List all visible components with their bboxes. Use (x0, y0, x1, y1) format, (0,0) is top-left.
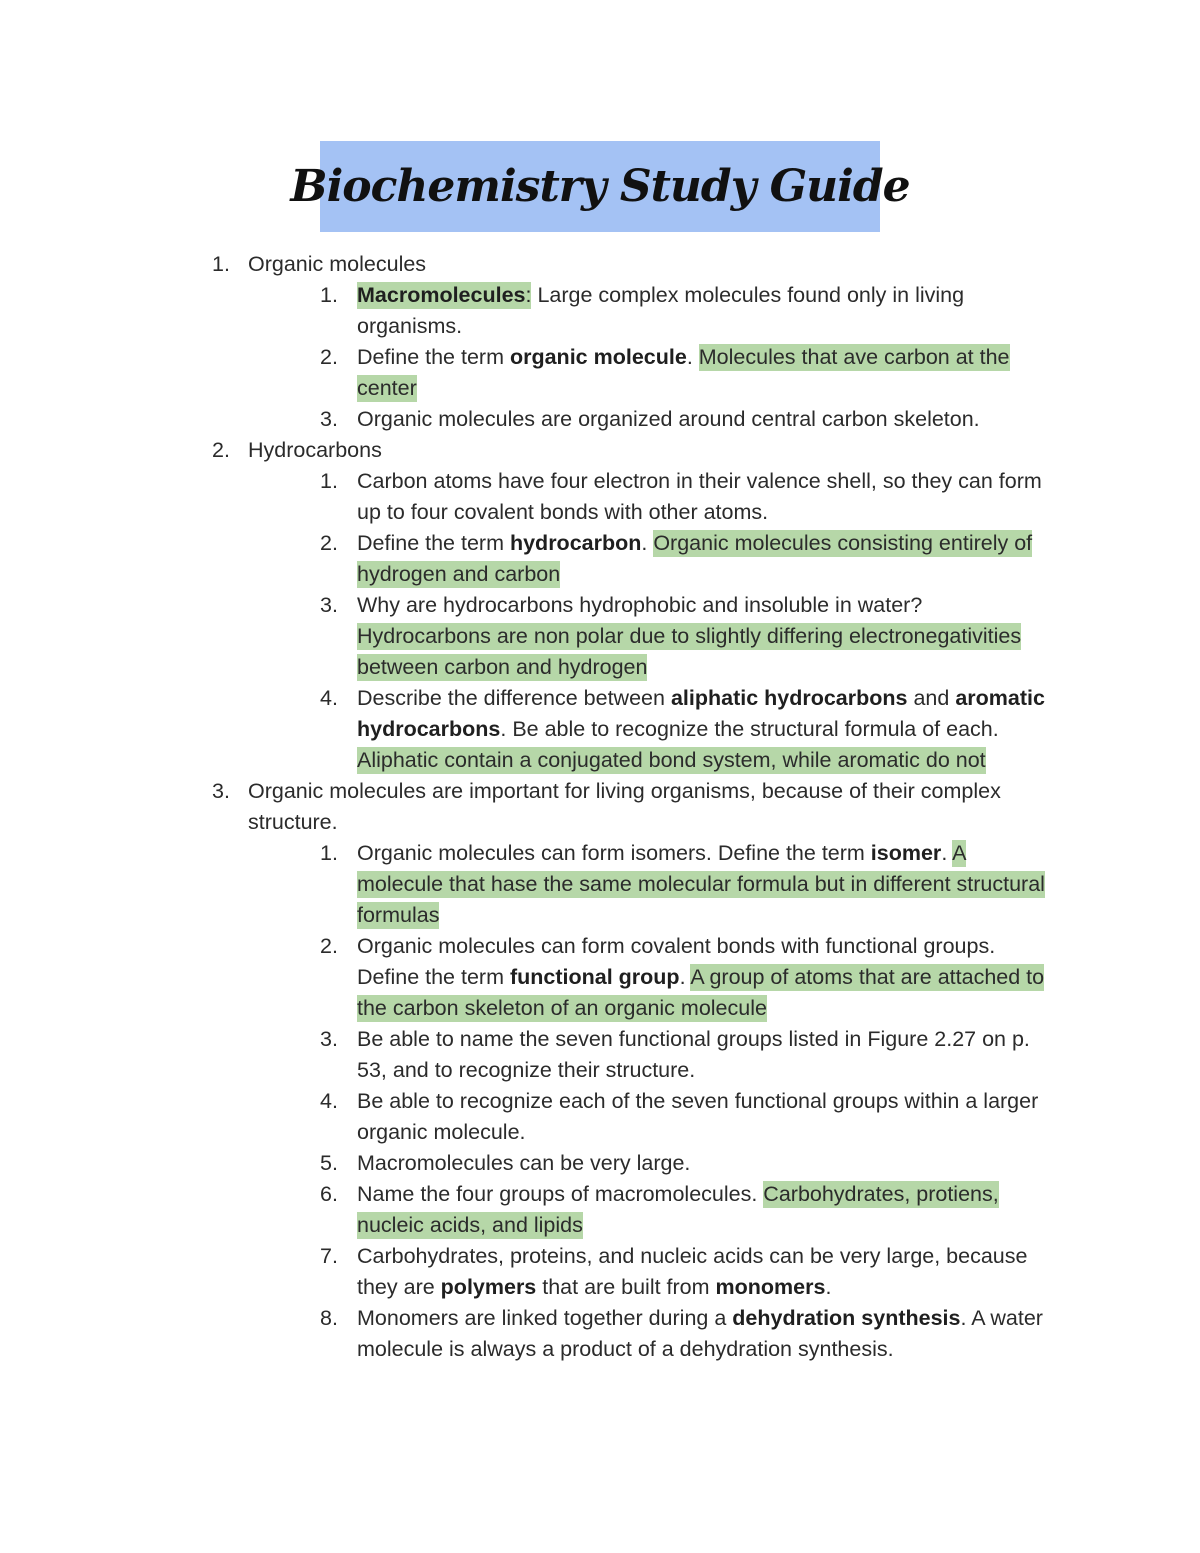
item-text: . (825, 1275, 832, 1299)
list-item (0, 931, 1057, 1024)
item-text: . (641, 531, 654, 555)
item-text: Macromolecules can be very large. (357, 1151, 691, 1175)
list-number: 2. (320, 934, 338, 958)
list-item (0, 528, 1057, 590)
list-number: 3. (320, 407, 338, 431)
study-guide-content (0, 249, 1200, 1365)
item-text: Large complex molecules found only in living organisms. (357, 283, 965, 338)
item-text: Organic molecules are organized around central carbon skeleton. (357, 407, 980, 431)
item-text: Carbohydrates, proteins, and nucleic acids can be very large, because they are (357, 1244, 1028, 1299)
item-text: Be able to name the seven functional groups listed in Figure 2.27 on p. 53, and to recognize their structure. (357, 1027, 1030, 1082)
list-number: 1. (320, 283, 338, 307)
term-macromolecules: Macromolecules: (357, 283, 532, 307)
item-text: Define the term (357, 345, 510, 369)
list-item (0, 466, 1057, 528)
list-item (0, 1086, 1057, 1148)
list-number: 5. (320, 1151, 338, 1175)
answer-highlight: A group of atoms that are attached to the carbon skeleton of an organic molecule (357, 965, 1045, 1020)
term-dehydration-synthesis: dehydration synthesis (732, 1306, 961, 1330)
section-heading: Hydrocarbons (248, 438, 382, 462)
section-hydrocarbons (0, 435, 1018, 466)
list-item (0, 1303, 1057, 1365)
item-text: . (686, 345, 699, 369)
page-title: Biochemistry Study Guide (290, 161, 910, 212)
item-text: Monomers are linked together during a (357, 1306, 733, 1330)
list-item (0, 683, 1057, 776)
list-number: 4. (320, 686, 338, 710)
answer-highlight: Aliphatic contain a conjugated bond system, while aromatic do not (357, 748, 986, 772)
item-text: . A water molecule is always a product of a dehydration synthesis. (357, 1306, 1043, 1361)
item-text: . Be able to recognize the structural formula of each. (500, 717, 999, 741)
list-number: 1. (212, 252, 230, 276)
list-number: 7. (320, 1244, 338, 1268)
term-hydrocarbon: hydrocarbon (509, 531, 642, 555)
answer-highlight: Molecules that ave carbon at the center (357, 345, 1010, 400)
item-text: Describe the difference between (357, 686, 671, 710)
list-item (0, 1179, 1057, 1241)
term-functional-group: functional group (509, 965, 680, 989)
list-item (0, 404, 1057, 435)
term-aliphatic-hydrocarbons: aliphatic hydrocarbons (670, 686, 908, 710)
title-highlight (290, 141, 910, 232)
list-item (0, 838, 1057, 931)
item-text: Organic molecules can form isomers. Define the term (357, 841, 871, 865)
section-heading: Organic molecules are important for living organisms, because of their complex structure. (248, 779, 1001, 834)
term-monomers: monomers (715, 1275, 826, 1299)
list-number: 3. (320, 593, 338, 617)
list-item (0, 342, 1057, 404)
answer-highlight: A molecule that hase the same molecular formula but in different structural formulas (357, 841, 1045, 927)
list-item (0, 1024, 1057, 1086)
answer-highlight: Hydrocarbons are non polar due to slightly differing electronegativities between carbon and hydrogen (357, 624, 1022, 679)
term-isomer: isomer (870, 841, 942, 865)
item-text: Why are hydrocarbons hydrophobic and insoluble in water? (357, 593, 923, 617)
item-text: Be able to recognize each of the seven functional groups within a larger organic molecule. (357, 1089, 1039, 1144)
section-importance (0, 776, 1018, 838)
list-number: 6. (320, 1182, 338, 1206)
item-text: Define the term (357, 531, 510, 555)
list-number: 1. (320, 469, 338, 493)
list-item (0, 1148, 1057, 1179)
term-aromatic-hydrocarbons: aromatic hydrocarbons (357, 686, 1045, 741)
list-item (0, 590, 1057, 683)
item-text: . (941, 841, 953, 865)
term-organic-molecule: organic molecule (509, 345, 687, 369)
answer-highlight: Organic molecules consisting entirely of hydrogen and carbon (357, 531, 1033, 586)
list-number: 8. (320, 1306, 338, 1330)
list-item (0, 280, 1057, 342)
list-number: 2. (212, 438, 230, 462)
answer-highlight: Carbohydrates, protiens, nucleic acids, and lipids (357, 1182, 999, 1237)
item-text: that are built from (536, 1275, 716, 1299)
list-number: 3. (212, 779, 230, 803)
item-text: Carbon atoms have four electron in their valence shell, so they can form up to four covalent bonds with other atoms. (357, 469, 1042, 524)
list-item (0, 1241, 1057, 1303)
list-number: 2. (320, 531, 338, 555)
list-number: 4. (320, 1089, 338, 1113)
list-number: 1. (320, 841, 338, 865)
item-text: and (907, 686, 956, 710)
section-organic-molecules (0, 249, 1018, 280)
list-number: 3. (320, 1027, 338, 1051)
term-polymers: polymers (440, 1275, 537, 1299)
list-number: 2. (320, 345, 338, 369)
item-text: Organic molecules can form covalent bonds with functional groups. Define the term (357, 934, 996, 989)
item-text: Name the four groups of macromolecules. (357, 1182, 764, 1206)
item-text: . (679, 965, 691, 989)
section-heading: Organic molecules (248, 252, 427, 276)
